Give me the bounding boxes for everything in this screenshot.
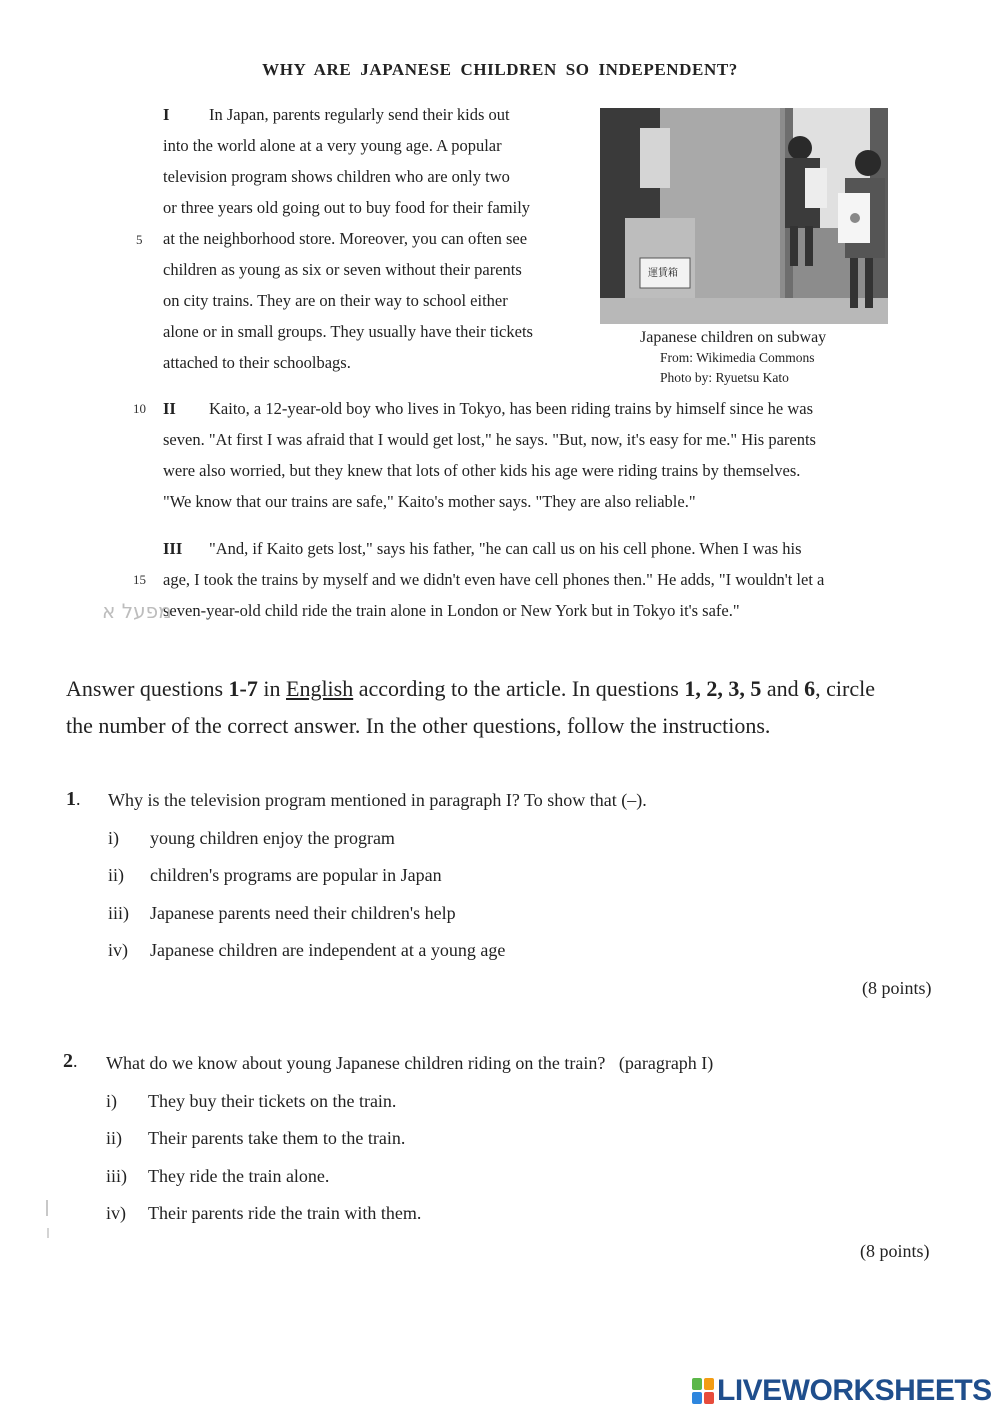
paragraph-1-line-4: or three years old going out to buy food for their family bbox=[163, 198, 531, 217]
q1-option-1-text[interactable]: young children enjoy the program bbox=[150, 828, 395, 848]
q2-option-4-label[interactable]: iv) bbox=[106, 1203, 126, 1223]
q1-option-3-text[interactable]: Japanese parents need their children's help bbox=[150, 903, 456, 923]
q1-option-2-text[interactable]: children's programs are popular in Japan bbox=[150, 865, 442, 885]
liveworksheets-logo-icon bbox=[692, 1378, 714, 1404]
paragraph-mark-3: III bbox=[163, 539, 183, 558]
photo-credit: Photo by: Ryuetsu Kato bbox=[660, 370, 789, 385]
hebrew-watermark: מפעל א bbox=[102, 599, 172, 623]
paragraph-1-line-8: alone or in small groups. They usually have their tickets bbox=[163, 322, 533, 341]
instructions-line-1: Answer questions 1-7 in English according to the article. In questions 1, 2, 3, 5 and 6, circle bbox=[66, 676, 875, 701]
paragraph-mark-1: I bbox=[163, 105, 170, 124]
paragraph-1-line-6: children as young as six or seven without their parents bbox=[163, 260, 522, 279]
question-number: 2 bbox=[63, 1050, 73, 1072]
photo-source: From: Wikimedia Commons bbox=[660, 350, 815, 365]
question-1: 1. bbox=[66, 788, 81, 810]
question-2-text: What do we know about young Japanese children riding on the train? (paragraph I) bbox=[106, 1053, 714, 1073]
question-number: 1 bbox=[66, 788, 76, 810]
liveworksheets-logo bbox=[692, 1374, 992, 1408]
paragraph-1-line-3: television program shows children who are only two bbox=[163, 167, 510, 186]
q1-option-2-label[interactable]: ii) bbox=[108, 865, 124, 885]
paragraph-1-line-7: on city trains. They are on their way to school either bbox=[163, 291, 508, 310]
paragraph-mark-2: II bbox=[163, 399, 176, 418]
line-number-15: 15 bbox=[133, 572, 146, 587]
margin-mark bbox=[46, 1200, 48, 1216]
subway-photo-illustration bbox=[600, 108, 888, 324]
language-english: English bbox=[286, 676, 354, 701]
paragraph-3-line-3: seven-year-old child ride the train alone in London or New York but in Tokyo it's safe." bbox=[163, 601, 740, 620]
q2-option-2-text[interactable]: Their parents take them to the train. bbox=[148, 1128, 406, 1148]
q2-option-3-label[interactable]: iii) bbox=[106, 1166, 127, 1186]
paragraph-2-line-1: II Kaito, a 12-year-old boy who lives in Tokyo, has been riding trains by himself since he was bbox=[163, 393, 813, 424]
margin-mark bbox=[47, 1228, 49, 1238]
q1-option-3-label[interactable]: iii) bbox=[108, 903, 129, 923]
q2-option-1-label[interactable]: i) bbox=[106, 1091, 117, 1111]
q2-option-3-text[interactable]: They ride the train alone. bbox=[148, 1166, 330, 1186]
article-title: WHY ARE JAPANESE CHILDREN SO INDEPENDENT? bbox=[262, 60, 738, 79]
q1-option-4-text[interactable]: Japanese children are independent at a young age bbox=[150, 940, 506, 960]
paragraph-2-line-3: were also worried, but they knew that lots of other kids his age were riding trains by themselves. bbox=[163, 461, 801, 480]
paragraph-1-line-1: I In Japan, parents regularly send their kids out bbox=[163, 99, 510, 130]
q2-option-1-text[interactable]: They buy their tickets on the train. bbox=[148, 1091, 397, 1111]
instructions bbox=[66, 670, 966, 744]
paragraph-3-line-1: III "And, if Kaito gets lost," says his father, "he can call us on his cell phone. When I was his bbox=[163, 533, 802, 564]
paragraph-2-line-4: "We know that our trains are safe," Kaito's mother says. "They are also reliable." bbox=[163, 492, 696, 511]
paragraph-2-line-2: seven. "At first I was afraid that I would get lost," he says. "But, now, it's easy for me." His parents bbox=[163, 430, 816, 449]
line-number-10: 10 bbox=[133, 401, 146, 416]
question-2: 2. bbox=[63, 1050, 78, 1072]
question-1-text: Why is the television program mentioned in paragraph I? To show that (–). bbox=[108, 790, 647, 810]
q2-option-2-label[interactable]: ii) bbox=[106, 1128, 122, 1148]
paragraph-1-line-2: into the world alone at a very young age. A popular bbox=[163, 136, 502, 155]
q2-option-4-text[interactable]: Their parents ride the train with them. bbox=[148, 1203, 422, 1223]
q2-points: (8 points) bbox=[860, 1241, 930, 1261]
liveworksheets-logo-text: LIVEWORKSHEETS bbox=[717, 1374, 992, 1407]
paragraph-1-line-9: attached to their schoolbags. bbox=[163, 353, 351, 372]
q1-option-4-label[interactable]: iv) bbox=[108, 940, 128, 960]
paragraph-1-line-5: at the neighborhood store. Moreover, you can often see bbox=[163, 229, 528, 248]
photo-caption: Japanese children on subway bbox=[640, 329, 827, 346]
q1-option-1-label[interactable]: i) bbox=[108, 828, 119, 848]
instructions-line-2: the number of the correct answer. In the other questions, follow the instructions. bbox=[66, 713, 771, 738]
line-number-5: 5 bbox=[136, 232, 143, 247]
paragraph-3-line-2: age, I took the trains by myself and we didn't even have cell phones then." He adds, "I wouldn't let a bbox=[163, 570, 825, 589]
q1-points: (8 points) bbox=[862, 978, 932, 998]
fare-box-sign: 運賃箱 bbox=[648, 268, 678, 279]
subway-photo bbox=[600, 108, 888, 324]
